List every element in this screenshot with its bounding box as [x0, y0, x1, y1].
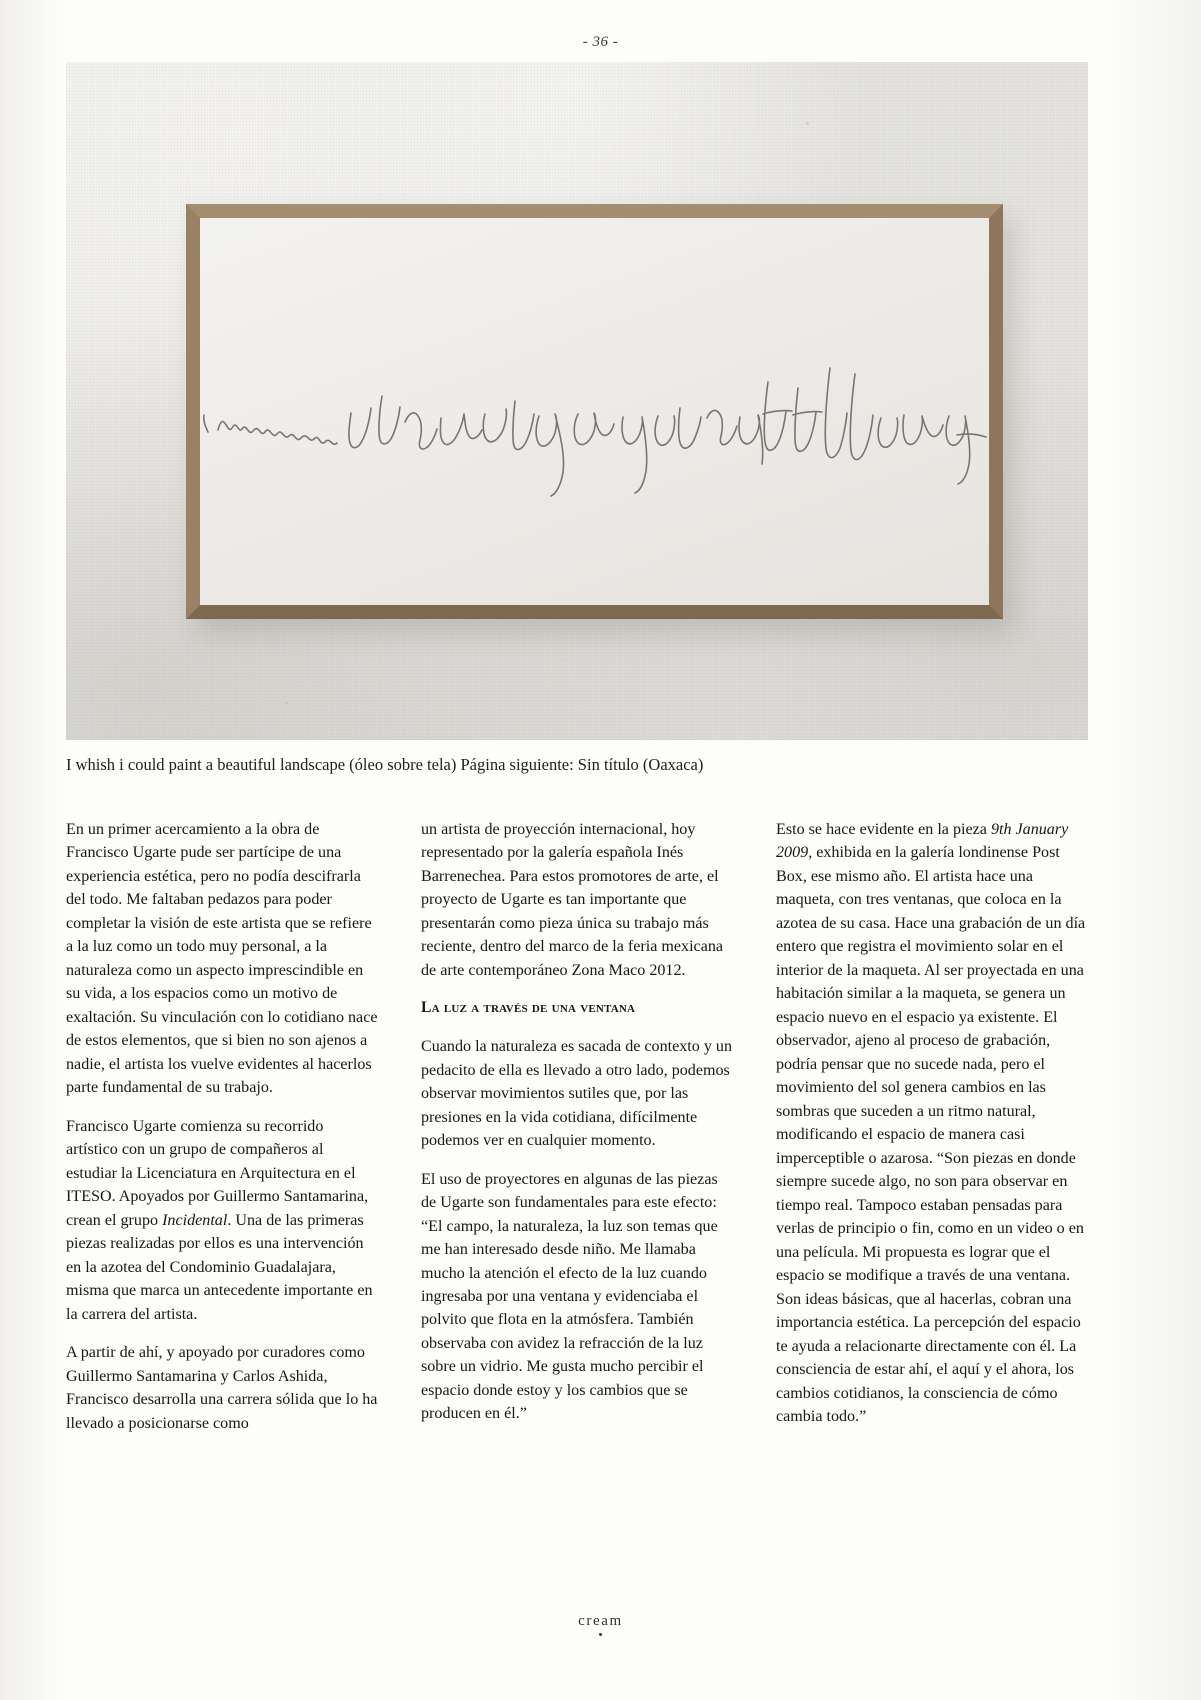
page-right-edge: [1105, 0, 1201, 1700]
paragraph: [776, 818, 1088, 1429]
scan-speck: [806, 122, 809, 125]
paragraph: Cuando la naturaleza es sacada de contexto y un pedacito de ella es llevado a otro lado, podemos observar movimientos sutiles que, por las presiones en la vida cotidiana, difícilmente podemos ver en cualquier momento.: [421, 1038, 733, 1150]
column-1: [66, 818, 378, 1458]
artwork-wooden-frame: [186, 204, 1003, 619]
footer-dot: [599, 1633, 602, 1636]
column-2: [421, 818, 733, 1458]
paragraph: El uso de proyectores en algunas de las piezas de Ugarte son fundamentales para este efecto: “El campo, la naturaleza, la luz son temas que me han interesado desde niño. Me llamaba mucho la atención el efecto de la luz cuando ingresaba por una ventana y evidenciaba el polvito que flota en la atmósfera. También observaba con avidez la refracción de la luz sobre un vidrio. Me gusta mucho percibir el espacio donde estoy y los cambios que se producen en él.”: [421, 1170, 718, 1423]
figure-caption: I whish i could paint a beautiful landscape (óleo sobre tela) Página siguiente: Sin título (Oaxaca): [66, 755, 704, 774]
paragraph: En un primer acercamiento a la obra de Francisco Ugarte pude ser partícipe de una experiencia estética, pero no podía descifrarla del todo. Me faltaban pedazos para poder completar la visión de este artista que se refiere a la luz como un todo muy personal, a la naturaleza como un aspecto imprescindible en su vida, a los espacios como un motivo de exaltación. Su vinculación con lo cotidiano nace de estos elementos, que si bien no son ajenos a nadie, el artista los vuelve evidentes al hacerlos parte fundamental de su trabajo.: [66, 821, 378, 1097]
artwork-title-italic: 9th January 2009: [776, 821, 1069, 862]
group-name-italic: Incidental: [162, 1211, 228, 1229]
artwork-photograph: [66, 62, 1088, 740]
section-subheading: La luz a través de una ventana: [421, 999, 636, 1017]
magazine-brand: cream: [578, 1613, 623, 1629]
paragraph: [66, 1115, 378, 1326]
paragraph-text: , exhibida en la galería londinense Post Box, ese mismo año. El artista hace una maqueta, con tres ventanas, que coloca en la azotea de su casa. Hace una grabación de un día entero que registra el movimiento solar en el interior de la maqueta. Al ser proyectada en una habitación similar a la maqueta, se genera un espacio nuevo en el espacio ya existente. El observador, ajeno al proceso de grabación, podría pensar que no sucede nada, pero el movimiento del sol genera cambios en las sombras que suceden a un ritmo natural, modificando el espacio de manera casi imperceptible o azarosa. “Son piezas en donde siempre sucede algo, no son para observar en tiempo real. Tampoco estaban pensadas para verlas de principio o fin, como en un video o en una película. Mi propuesta es lograr que el espacio se modifique a través de una ventana. Son ideas básicas, que al hacerlas, cobran una importancia estética. La percepción del espacio te ayuda a relacionarte directamente con él. La consciencia de estar ahí, el aquí y el ahora, los cambios cotidianos, la consciencia de cómo cambia todo.”: [776, 844, 1086, 1426]
column-3: [776, 818, 1088, 1458]
page-folio: - 36 -: [582, 34, 619, 50]
article-body: [66, 818, 1090, 1458]
handwriting-stroke: [204, 368, 986, 496]
paragraph: un artista de proyección internacional, hoy representado por la galería española Inés Barrenechea. Para estos promotores de arte, el proyecto de Ugarte es tan importante que presentarán como pieza única su trabajo más reciente, dentro del marco de la feria mexicana de arte contemporáneo Zona Maco 2012.: [421, 821, 724, 979]
page-footer: [0, 1612, 1201, 1636]
paragraph-text: Esto se hace evidente en la pieza: [776, 821, 991, 838]
paragraph-text: . Una de las primeras piezas realizadas por ellos es una intervención en la azotea del Condominio Guadalajara, misma que marca un antecedente importante en la carrera del artista.: [66, 1211, 373, 1323]
page-left-edge: [0, 0, 64, 1700]
scan-speck: [286, 702, 288, 704]
paragraph-text: Francisco Ugarte comienza su recorrido artístico con un grupo de compañeros al estudiar la Licenciatura en Arquitectura en el ITESO. Apoyados por Guillermo Santamarina, crean el grupo: [66, 1117, 369, 1229]
paragraph: A partir de ahí, y apoyado por curadores como Guillermo Santamarina y Carlos Ashida, Francisco desarrolla una carrera sólida que lo ha llevado a posicionarse como: [66, 1344, 378, 1432]
artwork-canvas: [200, 218, 989, 605]
